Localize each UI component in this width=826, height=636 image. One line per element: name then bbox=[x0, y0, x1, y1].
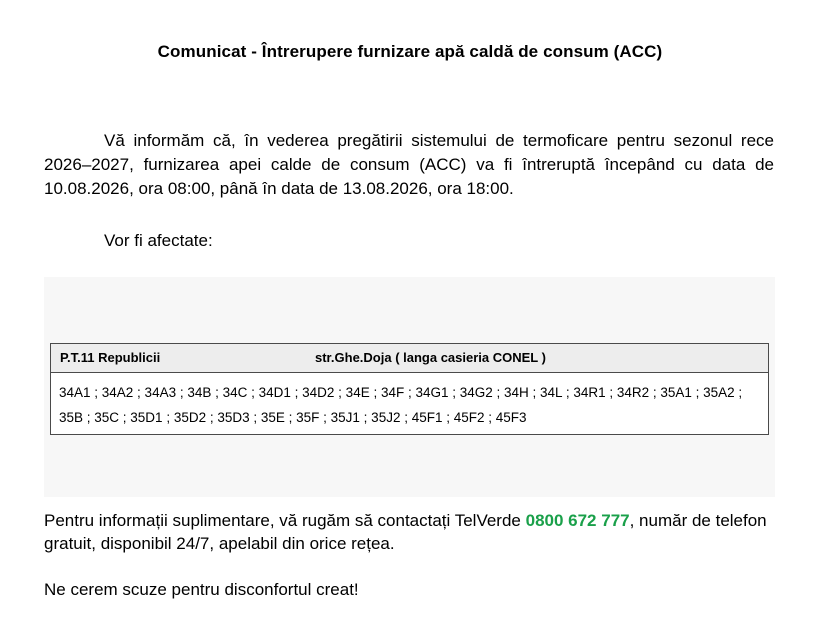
affected-table bbox=[50, 343, 769, 435]
contact-paragraph bbox=[44, 509, 774, 555]
affected-buildings: 34A1 ; 34A2 ; 34A3 ; 34B ; 34C ; 34D1 ; 34D2 ; 34E ; 34F ; 34G1 ; 34G2 ; 34H ; 34L ; 34R1 ; 34R2 ; 35A1 ; 35A2 ; 35B ; 35C ; 35D1 ; 35D2 ; 35D3 ; 35E ; 35F ; 35J1 ; 35J2 ; 45F1 ; 45F2 ; 45F3 bbox=[59, 385, 743, 425]
phone-number: 0800 672 777 bbox=[525, 511, 630, 530]
closing-text: Ne cerem scuze pentru disconfortul creat! bbox=[44, 580, 359, 599]
station-location: str.Ghe.Doja ( langa casieria CONEL ) bbox=[315, 350, 546, 365]
station-name: P.T.11 Republicii bbox=[60, 350, 161, 365]
announcement-paragraph: Vă informăm că, în vederea pregătirii sistemului de termoficare pentru sezonul rece 2026–2027, furnizarea apei calde de consum (ACC) va fi întreruptă începând cu data de 10.08.2026, ora 08:00, până în data de 13.08.2026, ora 18:00. bbox=[44, 131, 774, 198]
affected-table-image bbox=[44, 277, 775, 497]
affected-label: Vor fi afectate: bbox=[104, 231, 213, 250]
contact-text-after: , număr de telefon gratuit, disponibil 24/7, apelabil din orice rețea. bbox=[44, 511, 767, 553]
contact-text-before: Pentru informații suplimentare, vă rugăm să contactați TelVerde bbox=[44, 511, 526, 530]
document-title: Comunicat - Întrerupere furnizare apă caldă de consum (ACC) bbox=[157, 42, 663, 61]
table-header-row bbox=[51, 344, 768, 373]
